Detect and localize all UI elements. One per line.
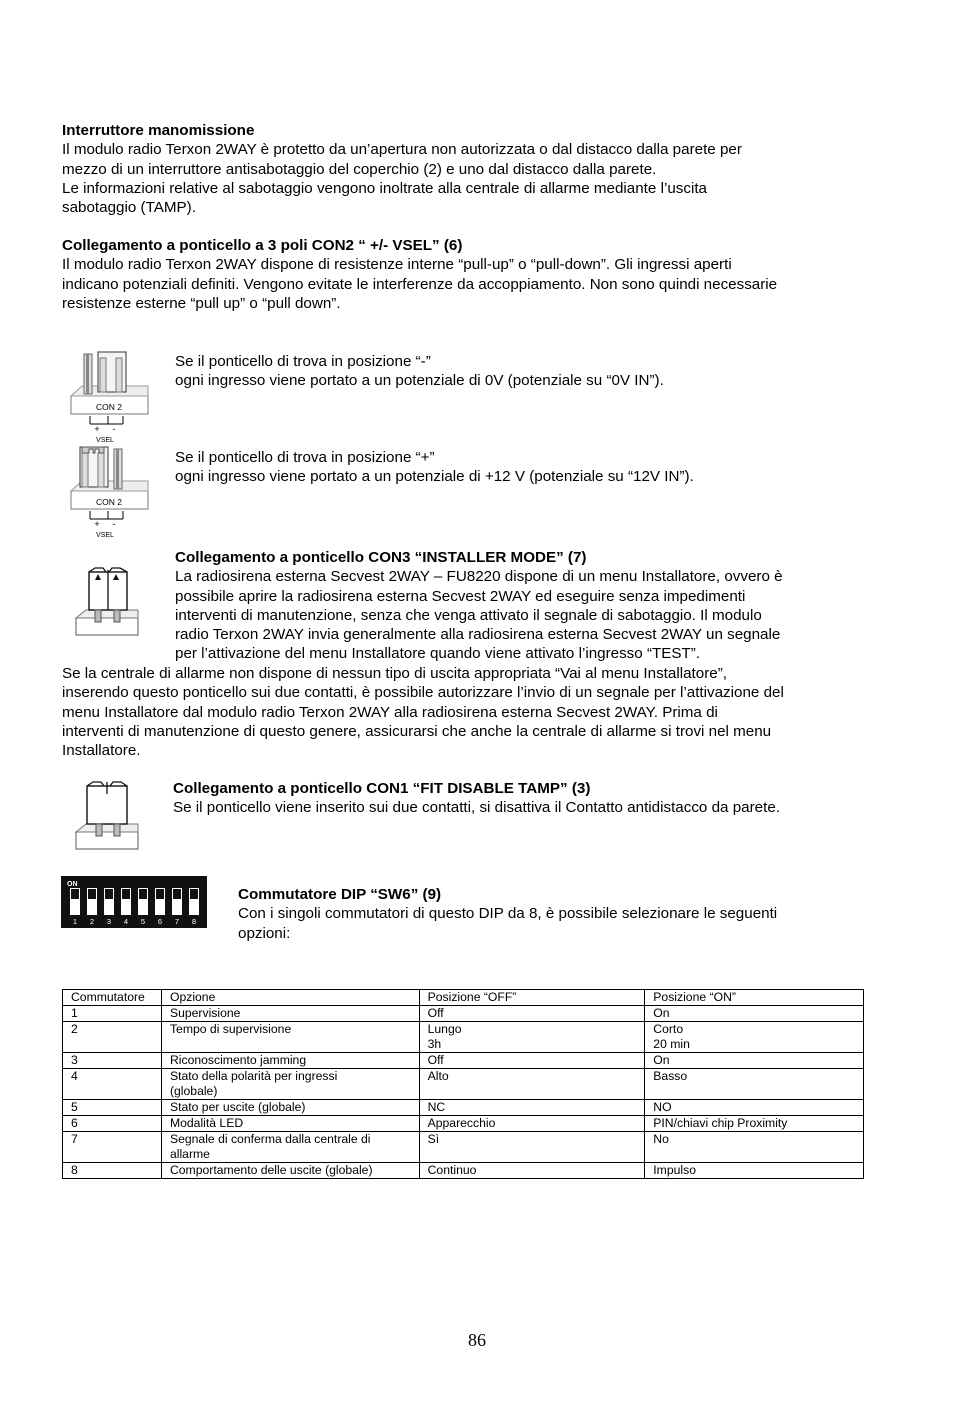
table-cell: Off <box>419 1006 645 1022</box>
table-cell: 7 <box>63 1132 162 1163</box>
table-cell: Tempo di supervisione <box>161 1022 419 1053</box>
cell-line: Corto <box>653 1022 684 1036</box>
section-dip <box>238 885 777 943</box>
table-cell: 3 <box>63 1053 162 1069</box>
text-line: Il modulo radio Terxon 2WAY è protetto da un’apertura non autorizzata o dal distacco dalla parete per <box>62 141 742 159</box>
heading-tamper: Interruttore manomissione <box>62 122 255 139</box>
cell-line: (globale) <box>169 1084 218 1098</box>
table-row <box>63 1116 864 1132</box>
dip-options-table <box>62 989 864 1179</box>
table-cell <box>645 1022 864 1053</box>
cell-line: Lungo <box>427 1022 462 1036</box>
table-cell: 8 <box>63 1163 162 1179</box>
dip-number: 3 <box>106 917 112 926</box>
table-cell: 2 <box>63 1022 162 1053</box>
header-cell: Commutatore <box>63 990 162 1006</box>
text-line: radio Terxon 2WAY invia generalmente alla radiosirena esterna Secvest 2WAY un segnale <box>175 626 781 644</box>
table-cell: Alto <box>419 1069 645 1100</box>
heading-con1: Collegamento a ponticello CON1 “FIT DISABLE TAMP” (3) <box>173 780 591 797</box>
section-con3 <box>175 548 783 664</box>
table-cell <box>161 1132 419 1163</box>
table-row <box>63 1022 864 1053</box>
jumper-con1-figure <box>74 780 142 852</box>
text-line: opzioni: <box>238 924 291 942</box>
minus-label: - <box>112 424 116 434</box>
table-row <box>63 1069 864 1100</box>
text-line: Installatore. <box>62 742 141 760</box>
text-line: Se il ponticello di trova in posizione “-” <box>175 353 431 370</box>
table-cell: On <box>645 1006 864 1022</box>
con2-label: CON 2 <box>96 402 122 412</box>
table-header-row <box>63 990 864 1006</box>
table-cell: NC <box>419 1100 645 1116</box>
table-cell: 5 <box>63 1100 162 1116</box>
cell-line: 20 min <box>653 1037 690 1051</box>
text-line: Con i singoli commutatori di questo DIP da 8, è possibile selezionare le seguenti <box>238 905 778 923</box>
header-cell: Opzione <box>161 990 419 1006</box>
table-cell: Riconoscimento jamming <box>161 1053 419 1069</box>
plus-label: + <box>94 424 100 434</box>
vsel-label: VSEL <box>96 437 114 444</box>
section-tamper <box>62 121 742 217</box>
cell-line: Segnale di conferma dalla centrale di <box>169 1132 371 1146</box>
dip-number: 5 <box>140 917 146 926</box>
text-line: Le informazioni relative al sabotaggio vengono inoltrate alla centrale di allarme mediante l’uscita <box>62 179 707 197</box>
jumper-con3-figure <box>74 566 142 638</box>
table-cell: 1 <box>63 1006 162 1022</box>
jumper-con2-plus-figure <box>68 443 150 541</box>
section-con3-continued <box>62 664 784 760</box>
table-cell: Sì <box>419 1132 645 1163</box>
dip-number: 2 <box>89 917 95 926</box>
dip-number: 6 <box>157 917 163 926</box>
cell-line: 3h <box>427 1037 442 1051</box>
header-cell: Posizione “OFF” <box>419 990 645 1006</box>
table-cell: Apparecchio <box>419 1116 645 1132</box>
dip-number: 1 <box>72 917 78 926</box>
con2-minus-text <box>175 352 664 391</box>
minus-label: - <box>112 519 116 529</box>
dip-on-label: ON <box>67 881 78 888</box>
table-cell: Modalità LED <box>161 1116 419 1132</box>
heading-dip: Commutatore DIP “SW6” (9) <box>238 886 442 903</box>
dip-number: 4 <box>123 917 129 926</box>
jumper-con2-minus-figure <box>68 348 150 446</box>
vsel-label: VSEL <box>96 532 114 539</box>
text-line: Se il ponticello viene inserito sui due contatti, si disattiva il Contatto antidistacco da parete. <box>173 799 780 817</box>
con2-label: CON 2 <box>96 497 122 507</box>
text-line: indicano potenziali definiti. Vengono evitate le interferenze da accoppiamento. Non sono quindi necessarie <box>62 275 778 293</box>
table-cell: Comportamento delle uscite (globale) <box>161 1163 419 1179</box>
dip-number: 7 <box>174 917 180 926</box>
text-line: ogni ingresso viene portato a un potenziale di +12 V (potenziale su “12V IN”). <box>175 468 694 486</box>
text-line: menu Installatore dal modulo radio Terxon 2WAY alla radiosirena esterna Secvest 2WAY. Prima di <box>62 703 718 721</box>
section-con2 <box>62 236 777 313</box>
heading-con3: Collegamento a ponticello CON3 “INSTALLER MODE” (7) <box>175 549 587 566</box>
text-line: Se la centrale di allarme non dispone di nessun tipo di uscita appropriata “Vai al menu Installatore”, <box>62 665 727 682</box>
table-cell: NO <box>645 1100 864 1116</box>
table-cell <box>161 1069 419 1100</box>
table-cell: Continuo <box>419 1163 645 1179</box>
table-row <box>63 1163 864 1179</box>
text-line: possibile aprire la radiosirena esterna Secvest 2WAY ed eseguire senza impedimenti <box>175 587 746 605</box>
header-cell: Posizione “ON” <box>645 990 864 1006</box>
dip-switch-figure <box>61 876 207 928</box>
table-cell: 6 <box>63 1116 162 1132</box>
table-cell: Basso <box>645 1069 864 1100</box>
text-line: Se il ponticello di trova in posizione “+” <box>175 449 435 466</box>
table-cell: No <box>645 1132 864 1163</box>
table-cell: Impulso <box>645 1163 864 1179</box>
text-line: resistenze esterne “pull up” o “pull down”. <box>62 294 341 312</box>
text-line: sabotaggio (TAMP). <box>62 199 196 217</box>
text-line: per l’attivazione del menu Installatore quando viene attivato l’ingresso “TEST”. <box>175 645 701 663</box>
cell-line: allarme <box>169 1147 210 1161</box>
text-line: Il modulo radio Terxon 2WAY dispone di resistenze interne “pull-up” o “pull-down”. Gli ingressi aperti <box>62 256 732 274</box>
table-cell <box>419 1022 645 1053</box>
page-number: 86 <box>468 1330 486 1350</box>
table-cell: 4 <box>63 1069 162 1100</box>
section-con1 <box>173 779 780 818</box>
table-row <box>63 1132 864 1163</box>
table-row <box>63 1053 864 1069</box>
table-cell: Stato per uscite (globale) <box>161 1100 419 1116</box>
text-line: mezzo di un interruttore antisabotaggio del coperchio (2) e uno dal distacco dalla parete. <box>62 160 657 178</box>
dip-number: 8 <box>191 917 197 926</box>
text-line: ogni ingresso viene portato a un potenziale di 0V (potenziale su “0V IN”). <box>175 372 664 390</box>
heading-con2: Collegamento a ponticello a 3 poli CON2 “ +/- VSEL” (6) <box>62 237 463 254</box>
table-cell: Off <box>419 1053 645 1069</box>
table-cell: On <box>645 1053 864 1069</box>
text-line: interventi di manutenzione di questo genere, assicurarsi che anche la centrale di allarme si trovi nel menu <box>62 722 772 740</box>
table-row <box>63 1100 864 1116</box>
table-cell: PIN/chiavi chip Proximity <box>645 1116 864 1132</box>
con2-plus-text <box>175 448 694 487</box>
text-line: La radiosirena esterna Secvest 2WAY – FU8220 dispone di un menu Installatore, ovvero è <box>175 568 783 586</box>
cell-line: Stato della polarità per ingressi <box>169 1069 338 1083</box>
table-cell: Supervisione <box>161 1006 419 1022</box>
plus-label: + <box>94 519 100 529</box>
table-row <box>63 1006 864 1022</box>
text-line: interventi di manutenzione, senza che venga attivato il segnale di sabotaggio. Il modulo <box>175 606 762 624</box>
text-line: inserendo questo ponticello sui due contatti, è possibile autorizzare l’invio di un segnale per l’attivazione del <box>62 684 784 702</box>
